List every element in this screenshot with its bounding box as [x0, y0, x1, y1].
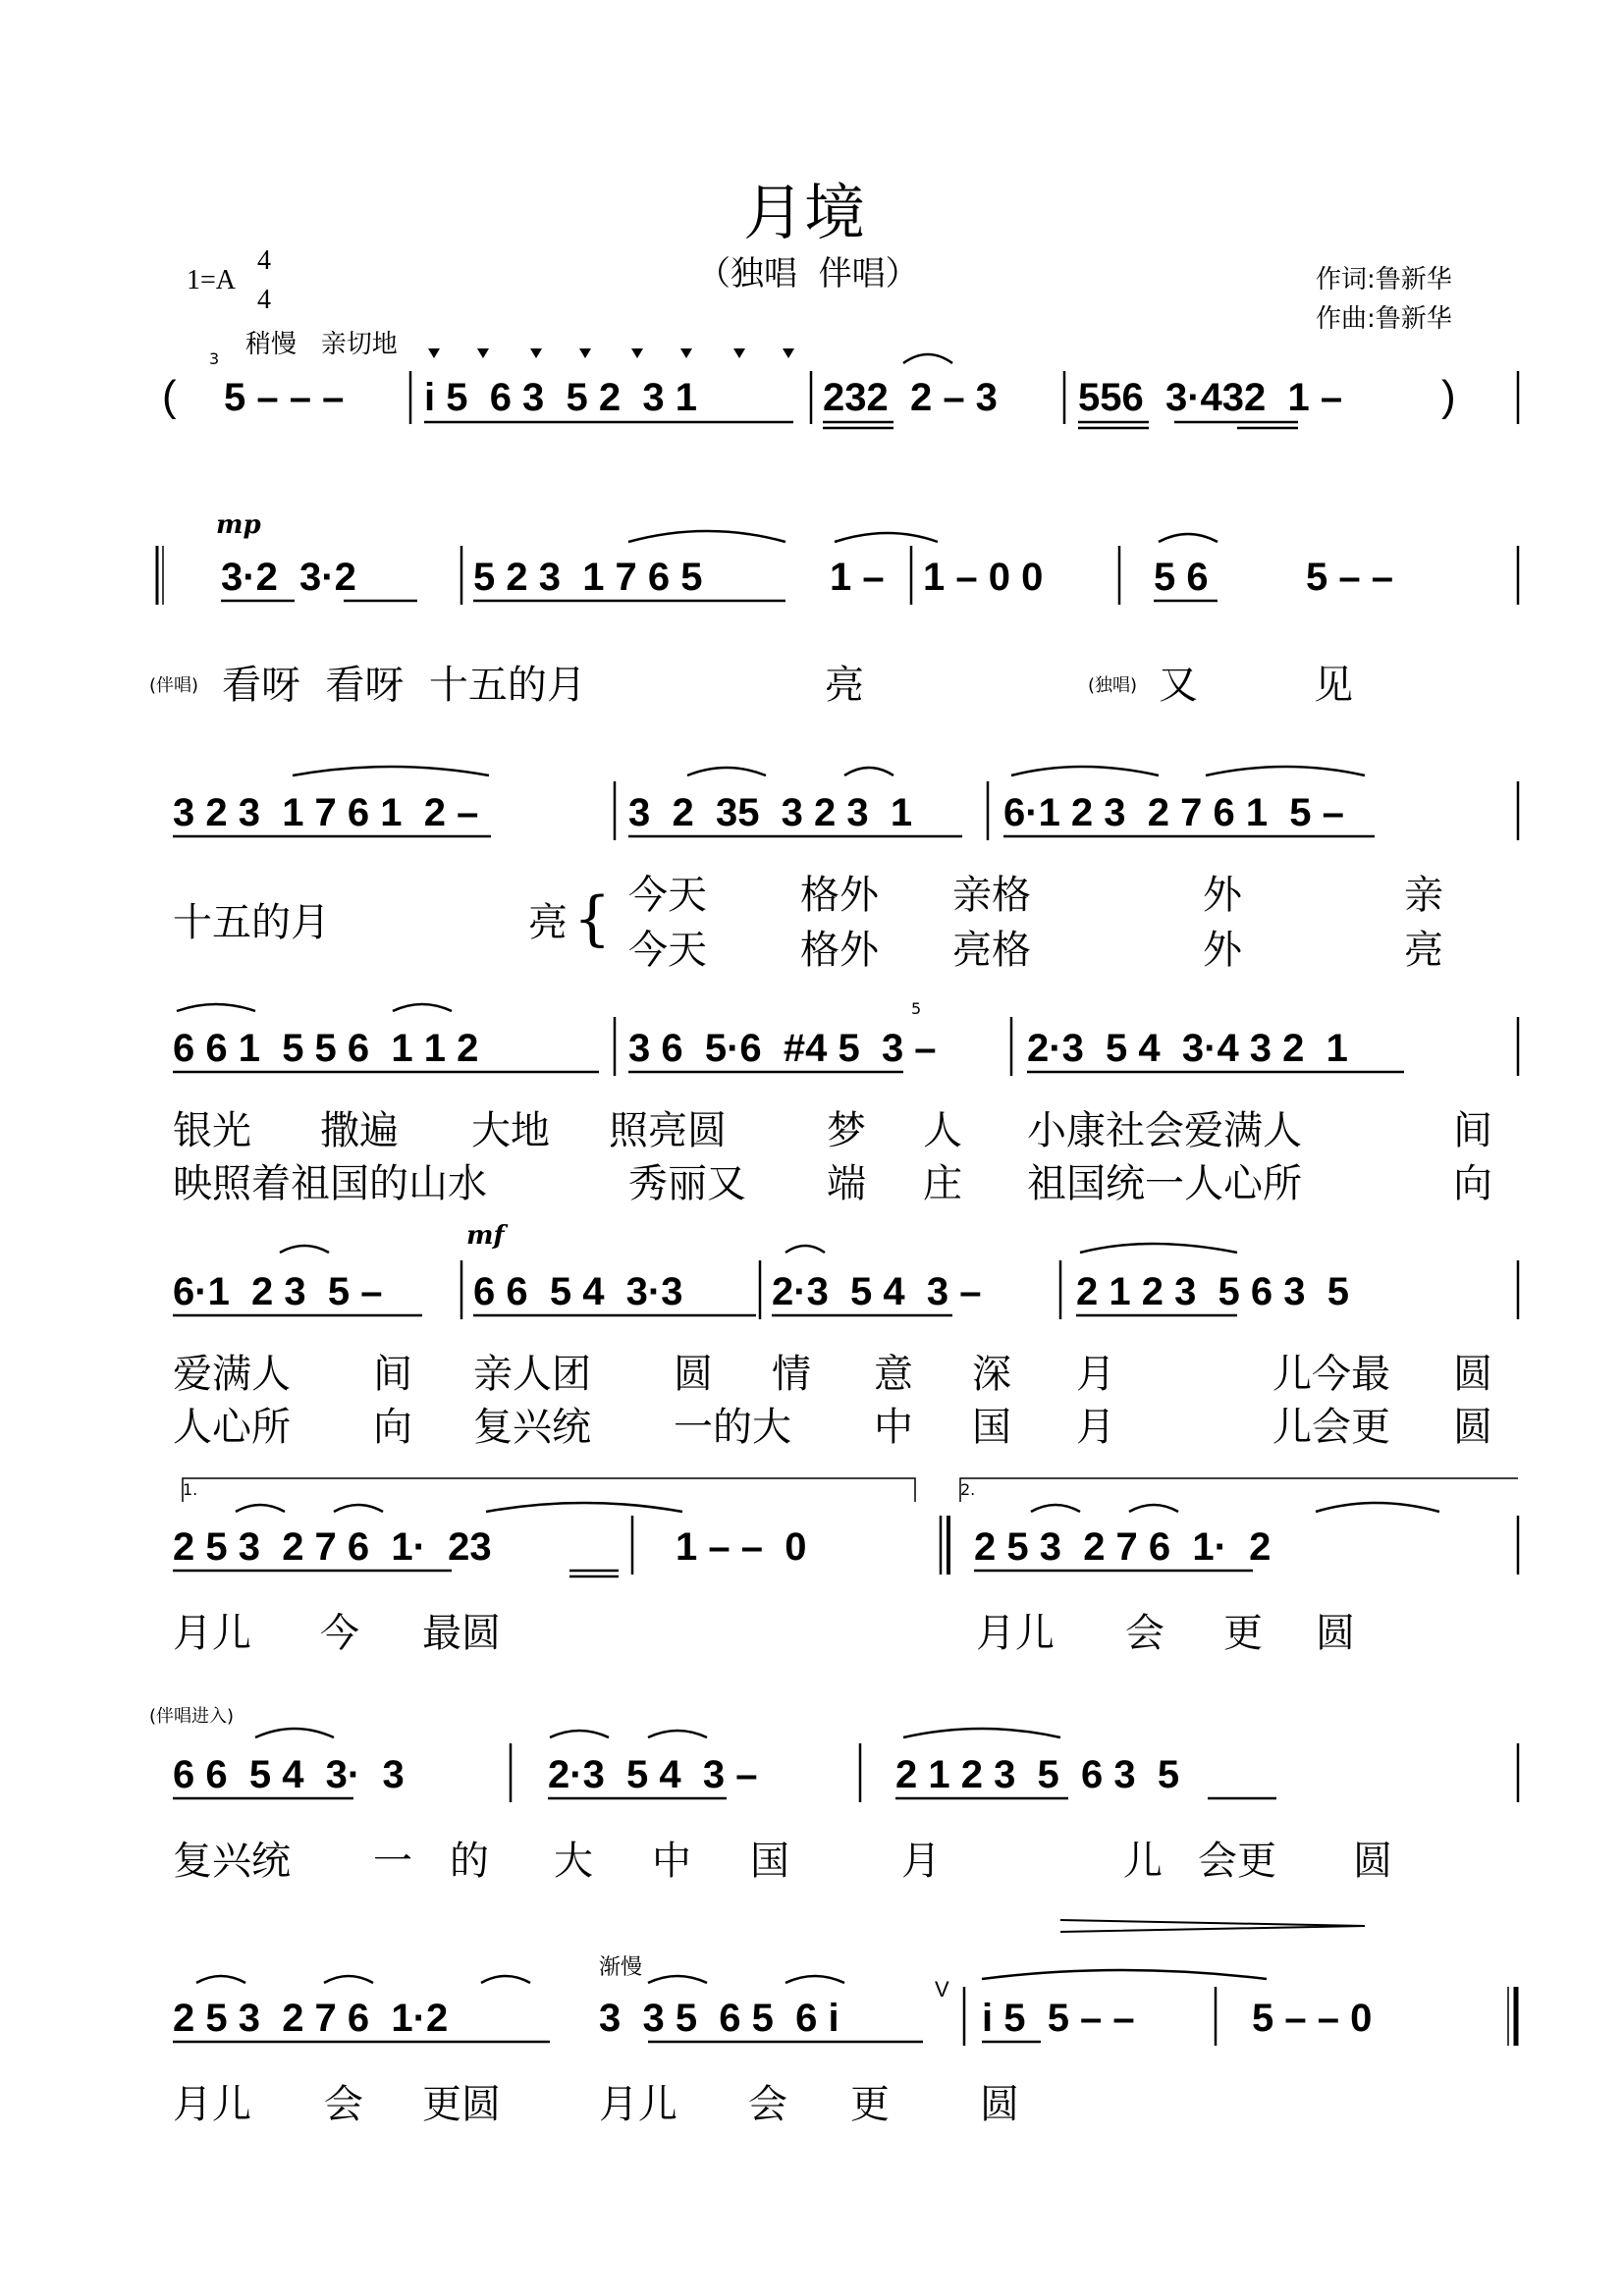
tempo-ritardando: 渐慢 [599, 1955, 643, 1980]
measure-8-3: i 5 5 – – [982, 1997, 1135, 2040]
lyric-3-b: 亮 [528, 900, 568, 945]
lyric-7-5: 中 [652, 1839, 691, 1884]
verse2-5-2: 向 [373, 1405, 412, 1450]
measure-3-1: 3 2 3 1 7 6 1 2 – [173, 791, 479, 834]
verse1-5-1: 爱满人 [173, 1352, 291, 1397]
volta-2-label: 2. [960, 1480, 976, 1499]
volta-1-label: 1. [183, 1480, 198, 1499]
verse2-5-1: 人心所 [173, 1405, 291, 1450]
measure-1-2: i 5 6 3 5 2 3 1 [424, 376, 697, 419]
lyricist: 作词:鲁新华 [1316, 265, 1452, 294]
paren-close: ) [1441, 372, 1456, 420]
measure-2-2: 5 2 3 1 7 6 5 [473, 556, 703, 599]
lyric-6-6: 更 [1223, 1611, 1263, 1656]
verse1-3-2: 格外 [800, 873, 879, 918]
key-signature: 1=A [187, 265, 237, 295]
measure-3-2: 3 2 35 3 2 3 1 [628, 791, 913, 834]
measure-2-5: 5 6 [1154, 556, 1209, 599]
lyric-6-5: 会 [1125, 1611, 1164, 1656]
lyric-8-5: 会 [748, 2082, 787, 2127]
lyric-7-3: 的 [450, 1839, 489, 1884]
verse1-3-1: 今天 [628, 873, 707, 918]
verse1-5-6: 意 [874, 1352, 913, 1397]
measure-4-3: 2·3 5 4 3·4 3 2 1 [1027, 1027, 1348, 1070]
measure-5-4: 2 1 2 3 5 6 3 5 [1076, 1270, 1349, 1313]
verse2-3-2: 格外 [800, 928, 879, 973]
grace-note-5: 5 [911, 999, 922, 1018]
verse2-3-4: 外 [1203, 928, 1242, 973]
verse2-4-2: 秀丽又 [628, 1161, 746, 1206]
verse1-3-5: 亲 [1404, 873, 1443, 918]
verse1-3-4: 外 [1203, 873, 1242, 918]
dynamic-mf: mf [466, 1221, 505, 1251]
verse1-4-6: 人 [923, 1108, 962, 1153]
measure-7-2: 2·3 5 4 3 – [548, 1753, 758, 1796]
verse2-5-8: 儿会更 [1272, 1405, 1390, 1450]
time-signature-top: 4 [257, 245, 271, 276]
verse-brace: { [573, 884, 612, 953]
verse1-5-2: 间 [373, 1352, 412, 1397]
measure-5-2: 6 6 5 4 3·3 [473, 1270, 683, 1313]
measure-7-1: 6 6 5 4 3· 3 [173, 1753, 405, 1796]
verse1-4-4: 照亮圆 [609, 1108, 727, 1153]
lyric-7-8: 儿 [1123, 1839, 1163, 1884]
measure-8-4: 5 – – 0 [1252, 1997, 1373, 2040]
lyric-tag-solo: (独唱) [1088, 675, 1138, 696]
lyric-6-4: 月儿 [976, 1611, 1055, 1656]
lyric-2-2: 亮 [825, 663, 864, 708]
lyric-7-4: 大 [554, 1839, 593, 1884]
verse2-5-4: 一的大 [674, 1405, 791, 1450]
verse2-5-3: 复兴统 [473, 1405, 591, 1450]
lyric-6-3: 最圆 [422, 1611, 501, 1656]
measure-7-3: 2 1 2 3 5 6 3 5 [895, 1753, 1180, 1796]
verse2-4-3: 端 [827, 1161, 866, 1206]
measure-1-1: 5 – – – [224, 376, 345, 419]
chorus-entry-tag: (伴唱进入) [149, 1706, 235, 1727]
verse2-4-4: 庄 [923, 1161, 962, 1206]
verse2-4-5: 祖国统一人心所 [1027, 1161, 1302, 1206]
verse1-4-5: 梦 [827, 1108, 866, 1153]
lyric-8-7: 圆 [980, 2082, 1019, 2127]
lyric-6-2: 今 [320, 1611, 359, 1656]
verse1-4-1: 银光 [173, 1108, 251, 1153]
verse1-5-5: 情 [772, 1352, 811, 1397]
verse2-3-3: 亮格 [952, 928, 1031, 973]
verse2-4-6: 向 [1453, 1161, 1492, 1206]
tempo-marking: 稍慢 亲切地 [245, 330, 398, 359]
lyric-8-1: 月儿 [173, 2082, 251, 2127]
verse2-5-7: 月 [1076, 1405, 1115, 1450]
measure-8-2: 3 3 5 6 5 6 i [599, 1997, 839, 2040]
lyric-7-10: 圆 [1353, 1839, 1392, 1884]
paren-open: ( [162, 372, 177, 420]
measure-8-1: 2 5 3 2 7 6 1·2 [173, 1997, 449, 2040]
verse1-4-2: 撒遍 [320, 1108, 399, 1153]
measure-4-2: 3 6 5·6 #4 5 3 – [628, 1027, 937, 1070]
measure-4-1: 6 6 1 5 5 6 1 1 2 [173, 1027, 479, 1070]
measure-5-3: 2·3 5 4 3 – [772, 1270, 982, 1313]
measure-6-1: 2 5 3 2 7 6 1· 23 [173, 1525, 492, 1569]
lyric-2-1: 看呀 看呀 十五的月 [222, 663, 586, 708]
lyric-7-6: 国 [750, 1839, 789, 1884]
lyric-8-3: 更圆 [422, 2082, 501, 2127]
time-signature-bottom: 4 [257, 285, 271, 315]
verse2-5-9: 圆 [1453, 1405, 1492, 1450]
verse1-3-3: 亲格 [952, 873, 1031, 918]
measure-3-3: 6·1 2 3 2 7 6 1 5 – [1003, 791, 1344, 834]
verse2-5-6: 国 [972, 1405, 1011, 1450]
song-subtitle: （独唱 伴唱） [697, 254, 919, 294]
verse2-3-1: 今天 [628, 928, 707, 973]
measure-1-3: 232 2 – 3 [823, 376, 998, 419]
measure-1-4: 556 3·432 1 – [1078, 376, 1343, 419]
lyric-3-a: 十五的月 [173, 900, 330, 945]
verse1-4-8: 间 [1453, 1108, 1492, 1153]
lyric-7-9: 会更 [1198, 1839, 1276, 1884]
verse2-4-1: 映照着祖国的山水 [173, 1161, 487, 1206]
measure-2-3: 1 – [830, 556, 885, 599]
verse2-5-5: 中 [874, 1405, 913, 1450]
dynamic-mp: mp [216, 510, 261, 540]
lyric-2-4: 见 [1314, 663, 1353, 708]
verse1-5-10: 圆 [1453, 1352, 1492, 1397]
measure-6-2: 1 – – 0 [676, 1525, 807, 1569]
measure-6-3: 2 5 3 2 7 6 1· 2 [974, 1525, 1272, 1569]
verse2-3-5: 亮 [1404, 928, 1443, 973]
measure-2-4: 1 – 0 0 [923, 556, 1044, 599]
lyric-8-4: 月儿 [599, 2082, 677, 2127]
verse1-4-7: 小康社会爱满人 [1027, 1108, 1302, 1153]
lyric-6-1: 月儿 [173, 1611, 251, 1656]
measure-2-6: 5 – – [1306, 556, 1393, 599]
lyric-tag-chorus: (伴唱) [149, 675, 199, 696]
verse1-5-7: 深 [972, 1352, 1011, 1397]
lyric-8-2: 会 [324, 2082, 363, 2127]
lyric-7-7: 月 [901, 1839, 941, 1884]
lyric-6-7: 圆 [1316, 1611, 1355, 1656]
verse1-5-3: 亲人团 [473, 1352, 591, 1397]
breath-mark: V [935, 1977, 949, 2002]
lyric-2-3: 又 [1159, 663, 1198, 708]
verse1-4-3: 大地 [471, 1108, 550, 1153]
verse1-5-8: 月 [1076, 1352, 1115, 1397]
measure-2-1: 3·2 3·2 [221, 556, 356, 599]
song-title: 月境 [743, 177, 866, 248]
lyric-7-2: 一 [373, 1839, 412, 1884]
verse1-5-9: 儿今最 [1272, 1352, 1390, 1397]
lyric-8-6: 更 [850, 2082, 890, 2127]
lyric-7-1: 复兴统 [173, 1839, 291, 1884]
measure-5-1: 6·1 2 3 5 – [173, 1270, 383, 1313]
grace-note-label: 3 [209, 349, 220, 368]
verse1-5-4: 圆 [674, 1352, 713, 1397]
composer: 作曲:鲁新华 [1316, 304, 1452, 334]
